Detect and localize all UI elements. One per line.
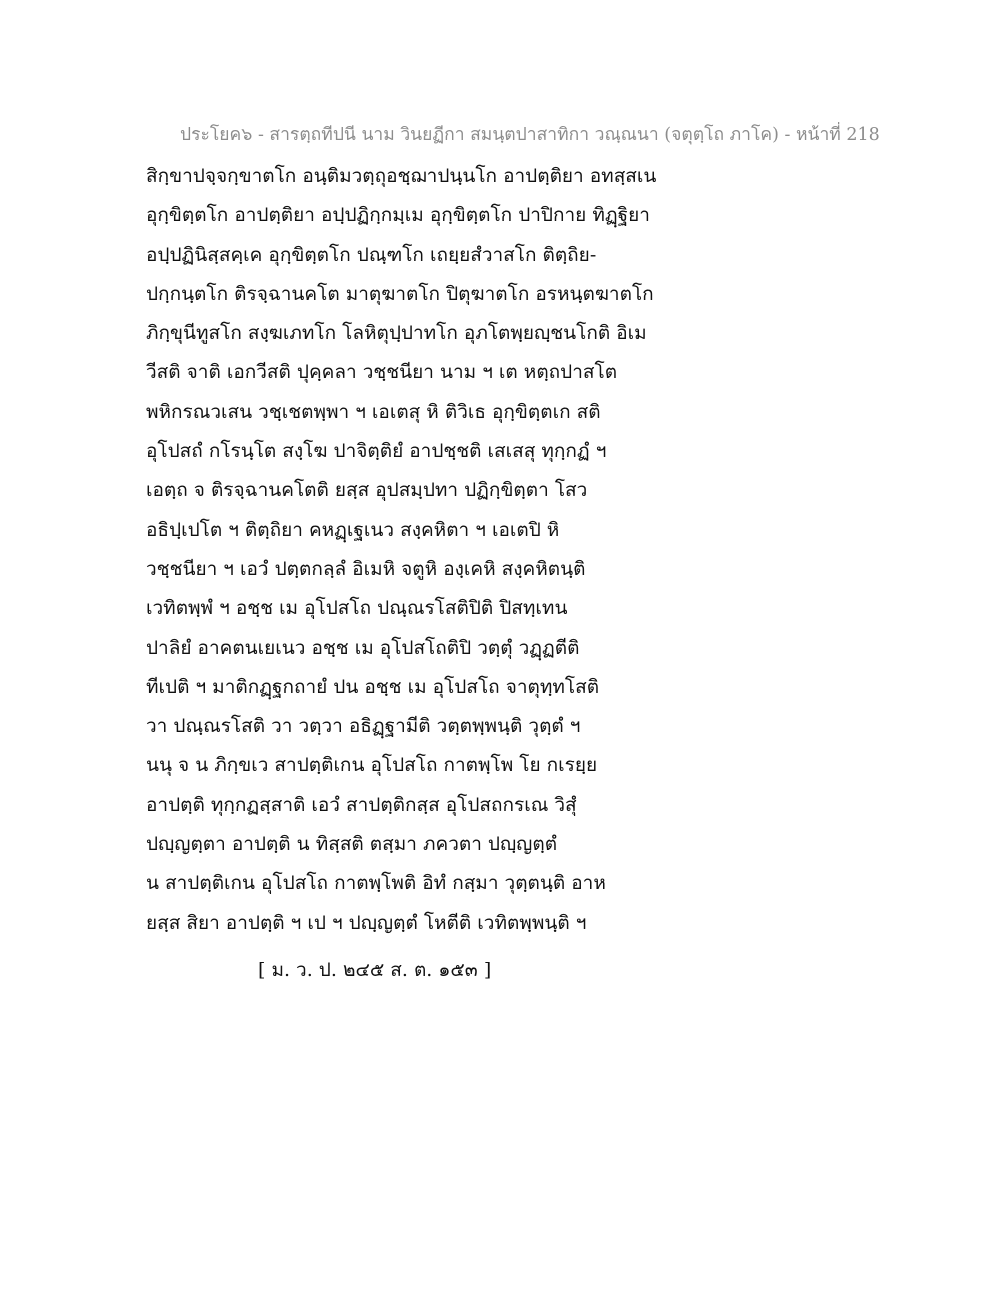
text-line: ภิกฺขุนีทูสโก สงฺฆเภทโก โลหิตุปฺปาทโก อุภโตพฺยญฺชนโกติ อิเม [146,322,647,345]
text-line: ปกฺกนฺตโก ติรจฺฉานคโต มาตุฆาตโก ปิตุฆาตโก อรหนฺตฆาตโก [146,282,654,305]
text-line: อุกฺขิตฺตโก อาปตฺติยา อปฺปฏิกฺกมฺเม อุกฺขิตฺตโก ปาปิกาย ทิฏฺฐิยา [146,204,650,227]
text-line: อาปตฺติ ทุกฺกฏสฺสาติ เอวํ สาปตฺติกสฺส อุโปสถกรเณ วิสุํ [146,793,577,816]
text-line: สิกฺขาปจฺจกฺขาตโก อนฺติมวตฺถุอชฺฌาปนฺนโก อาปตฺติยา อทสฺสเน [146,165,657,187]
text-line: วีสติ จาติ เอกวีสติ ปุคฺคลา วชฺชนียา นาม ฯ เต หตฺถปาสโต [146,361,618,384]
body-text [146,157,726,943]
text-line: เอตฺถ จ ติรจฺฉานคโตติ ยสฺส อุปสมฺปทา ปฏิกฺขิตฺตา โสว [146,479,588,502]
text-line: เวทิตพฺพํ ฯ อชฺช เม อุโปสโถ ปณฺณรโสติปิติ ปิสทฺเทน [146,597,568,620]
text-line: พหิกรณวเสน วชฺเชตพฺพา ฯ เอเตสุ หิ ติวิเธ อุกฺขิตฺตเก สติ [146,400,601,423]
text-line: นนุ จ น ภิกฺขเว สาปตฺติเกน อุโปสโถ กาตพฺโพ โย กเรยฺย [146,754,598,777]
text-line: อธิปฺเปโต ฯ ติตฺถิยา คหฏฺเฐเนว สงฺคหิตา ฯ เอเตปิ หิ [146,518,560,541]
text-line: อุโปสถํ กโรนฺโต สงฺโฆ ปาจิตฺติยํ อาปชฺชติ เสเสสุ ทุกฺกฏํ ฯ [146,440,607,463]
text-line: ยสฺส สิยา อาปตฺติ ฯ เป ฯ ปญฺญตฺตํ โหตีติ เวทิตพฺพนฺติ ฯ [146,911,587,934]
text-line: ปาลิยํ อาคตนเยเนว อชฺช เม อุโปสโถติปิ วตฺตุํ วฏฺฏตีติ [146,636,580,659]
source-reference: [ ม. ว. ป. ๒๔๕ ส. ต. ๑๕๓ ] [258,959,492,981]
text-line: ปญฺญตฺตา อาปตฺติ น ทิสฺสติ ตสฺมา ภควตา ปญฺญตฺตํ [146,833,558,856]
text-line: ทีเปติ ฯ มาติกฏฺฐกถายํ ปน อชฺช เม อุโปสโถ จาตุทฺทโสติ [146,675,600,698]
text-line: วชฺชนียา ฯ เอวํ ปตฺตกลฺลํ อิเมหิ จตูหิ องฺเคหิ สงฺคหิตนฺติ [146,557,586,580]
text-line: อปฺปฏินิสฺสคฺเค อุกฺขิตฺตโก ปณฺฑโก เถยฺยสํวาสโก ติตฺถิย- [146,243,597,266]
text-line: น สาปตฺติเกน อุโปสโถ กาตพฺโพติ อิทํ กสฺมา วุตฺตนฺติ อาห [146,872,606,895]
text-line: วา ปณฺณรโสติ วา วตฺวา อธิฏฺฐามีติ วตฺตพฺพนฺติ วุตฺตํ ฯ [146,715,581,738]
running-header: ประโยค๖ - สารตฺถทีปนี นาม วินยฏีกา สมนฺตปาสาทิกา วณฺณนา (จตุตฺโถ ภาโค) - หน้าที่ 218 [180,125,880,145]
